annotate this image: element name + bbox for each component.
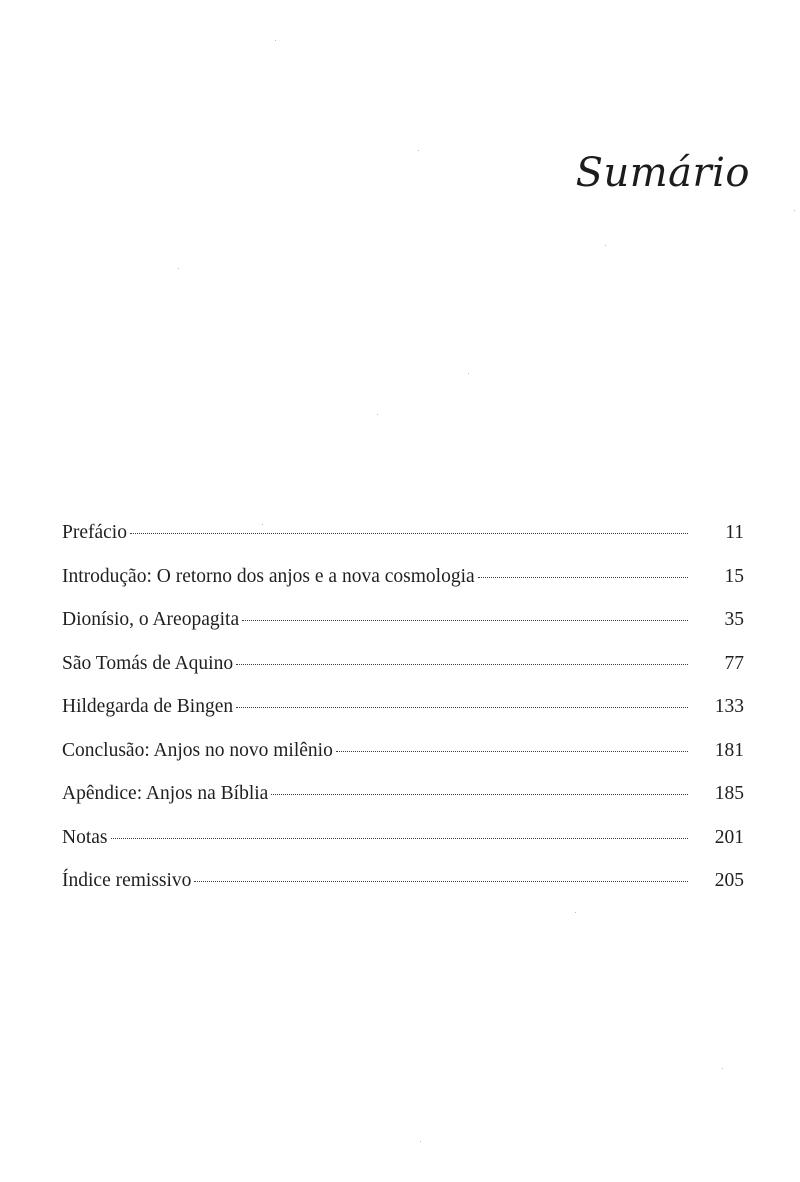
toc-entry: [62, 740, 744, 784]
dot-leader: [271, 794, 688, 795]
scan-speck: [262, 524, 263, 525]
toc-entry-title: Dionísio, o Areopagita: [62, 609, 240, 630]
scan-speck: [377, 414, 378, 415]
dot-leader: [242, 620, 688, 621]
toc-entry-title: São Tomás de Aquino: [62, 652, 234, 674]
dot-leader: [130, 533, 688, 534]
toc-entry-page-number: 181: [714, 739, 744, 761]
toc-entry-title: Conclusão: Anjos no novo milênio: [62, 739, 333, 761]
page-title: Sumário: [575, 150, 750, 196]
scan-speck: [418, 150, 419, 151]
dot-leader: [236, 707, 688, 708]
toc-entry: [62, 653, 744, 697]
toc-entry-page-number: 15: [724, 565, 744, 587]
toc-entry-title: Prefácio: [62, 522, 127, 543]
toc-entry-title: Introdução: O retorno dos anjos e a nova cosmologia: [62, 565, 475, 587]
scan-speck: [722, 1068, 723, 1069]
scan-speck: [468, 373, 469, 374]
scan-speck: [275, 40, 276, 41]
toc-entry-title: Hildegarda de Bingen: [62, 696, 234, 717]
toc-entry-page-number: 205: [714, 870, 744, 891]
toc-entry-page-number: 35: [724, 609, 744, 630]
toc-entry: [62, 827, 744, 871]
dot-leader: [236, 664, 688, 665]
toc-entry: [62, 696, 744, 740]
toc-entry-page-number: 77: [724, 652, 744, 674]
toc-entry-title: Índice remissivo: [62, 870, 192, 891]
toc-entry-page-number: 185: [714, 783, 744, 804]
toc-entry: [62, 609, 744, 653]
scan-speck: [605, 245, 606, 246]
table-of-contents: [62, 522, 744, 914]
dot-leader: [336, 751, 688, 752]
toc-entry: [62, 522, 744, 566]
toc-entry-page-number: 11: [725, 522, 744, 543]
toc-entry-title: Notas: [62, 826, 108, 848]
scan-speck: [794, 210, 795, 211]
scan-speck: [178, 268, 179, 269]
dot-leader: [478, 577, 688, 578]
toc-entry: [62, 870, 744, 914]
toc-entry-page-number: 201: [714, 826, 744, 848]
dot-leader: [194, 881, 688, 882]
dot-leader: [111, 838, 689, 839]
toc-entry: [62, 566, 744, 610]
toc-entry: [62, 783, 744, 827]
scan-speck: [420, 1141, 421, 1142]
toc-entry-title: Apêndice: Anjos na Bíblia: [62, 783, 269, 804]
scan-speck: [575, 912, 576, 913]
toc-entry-page-number: 133: [714, 696, 744, 717]
